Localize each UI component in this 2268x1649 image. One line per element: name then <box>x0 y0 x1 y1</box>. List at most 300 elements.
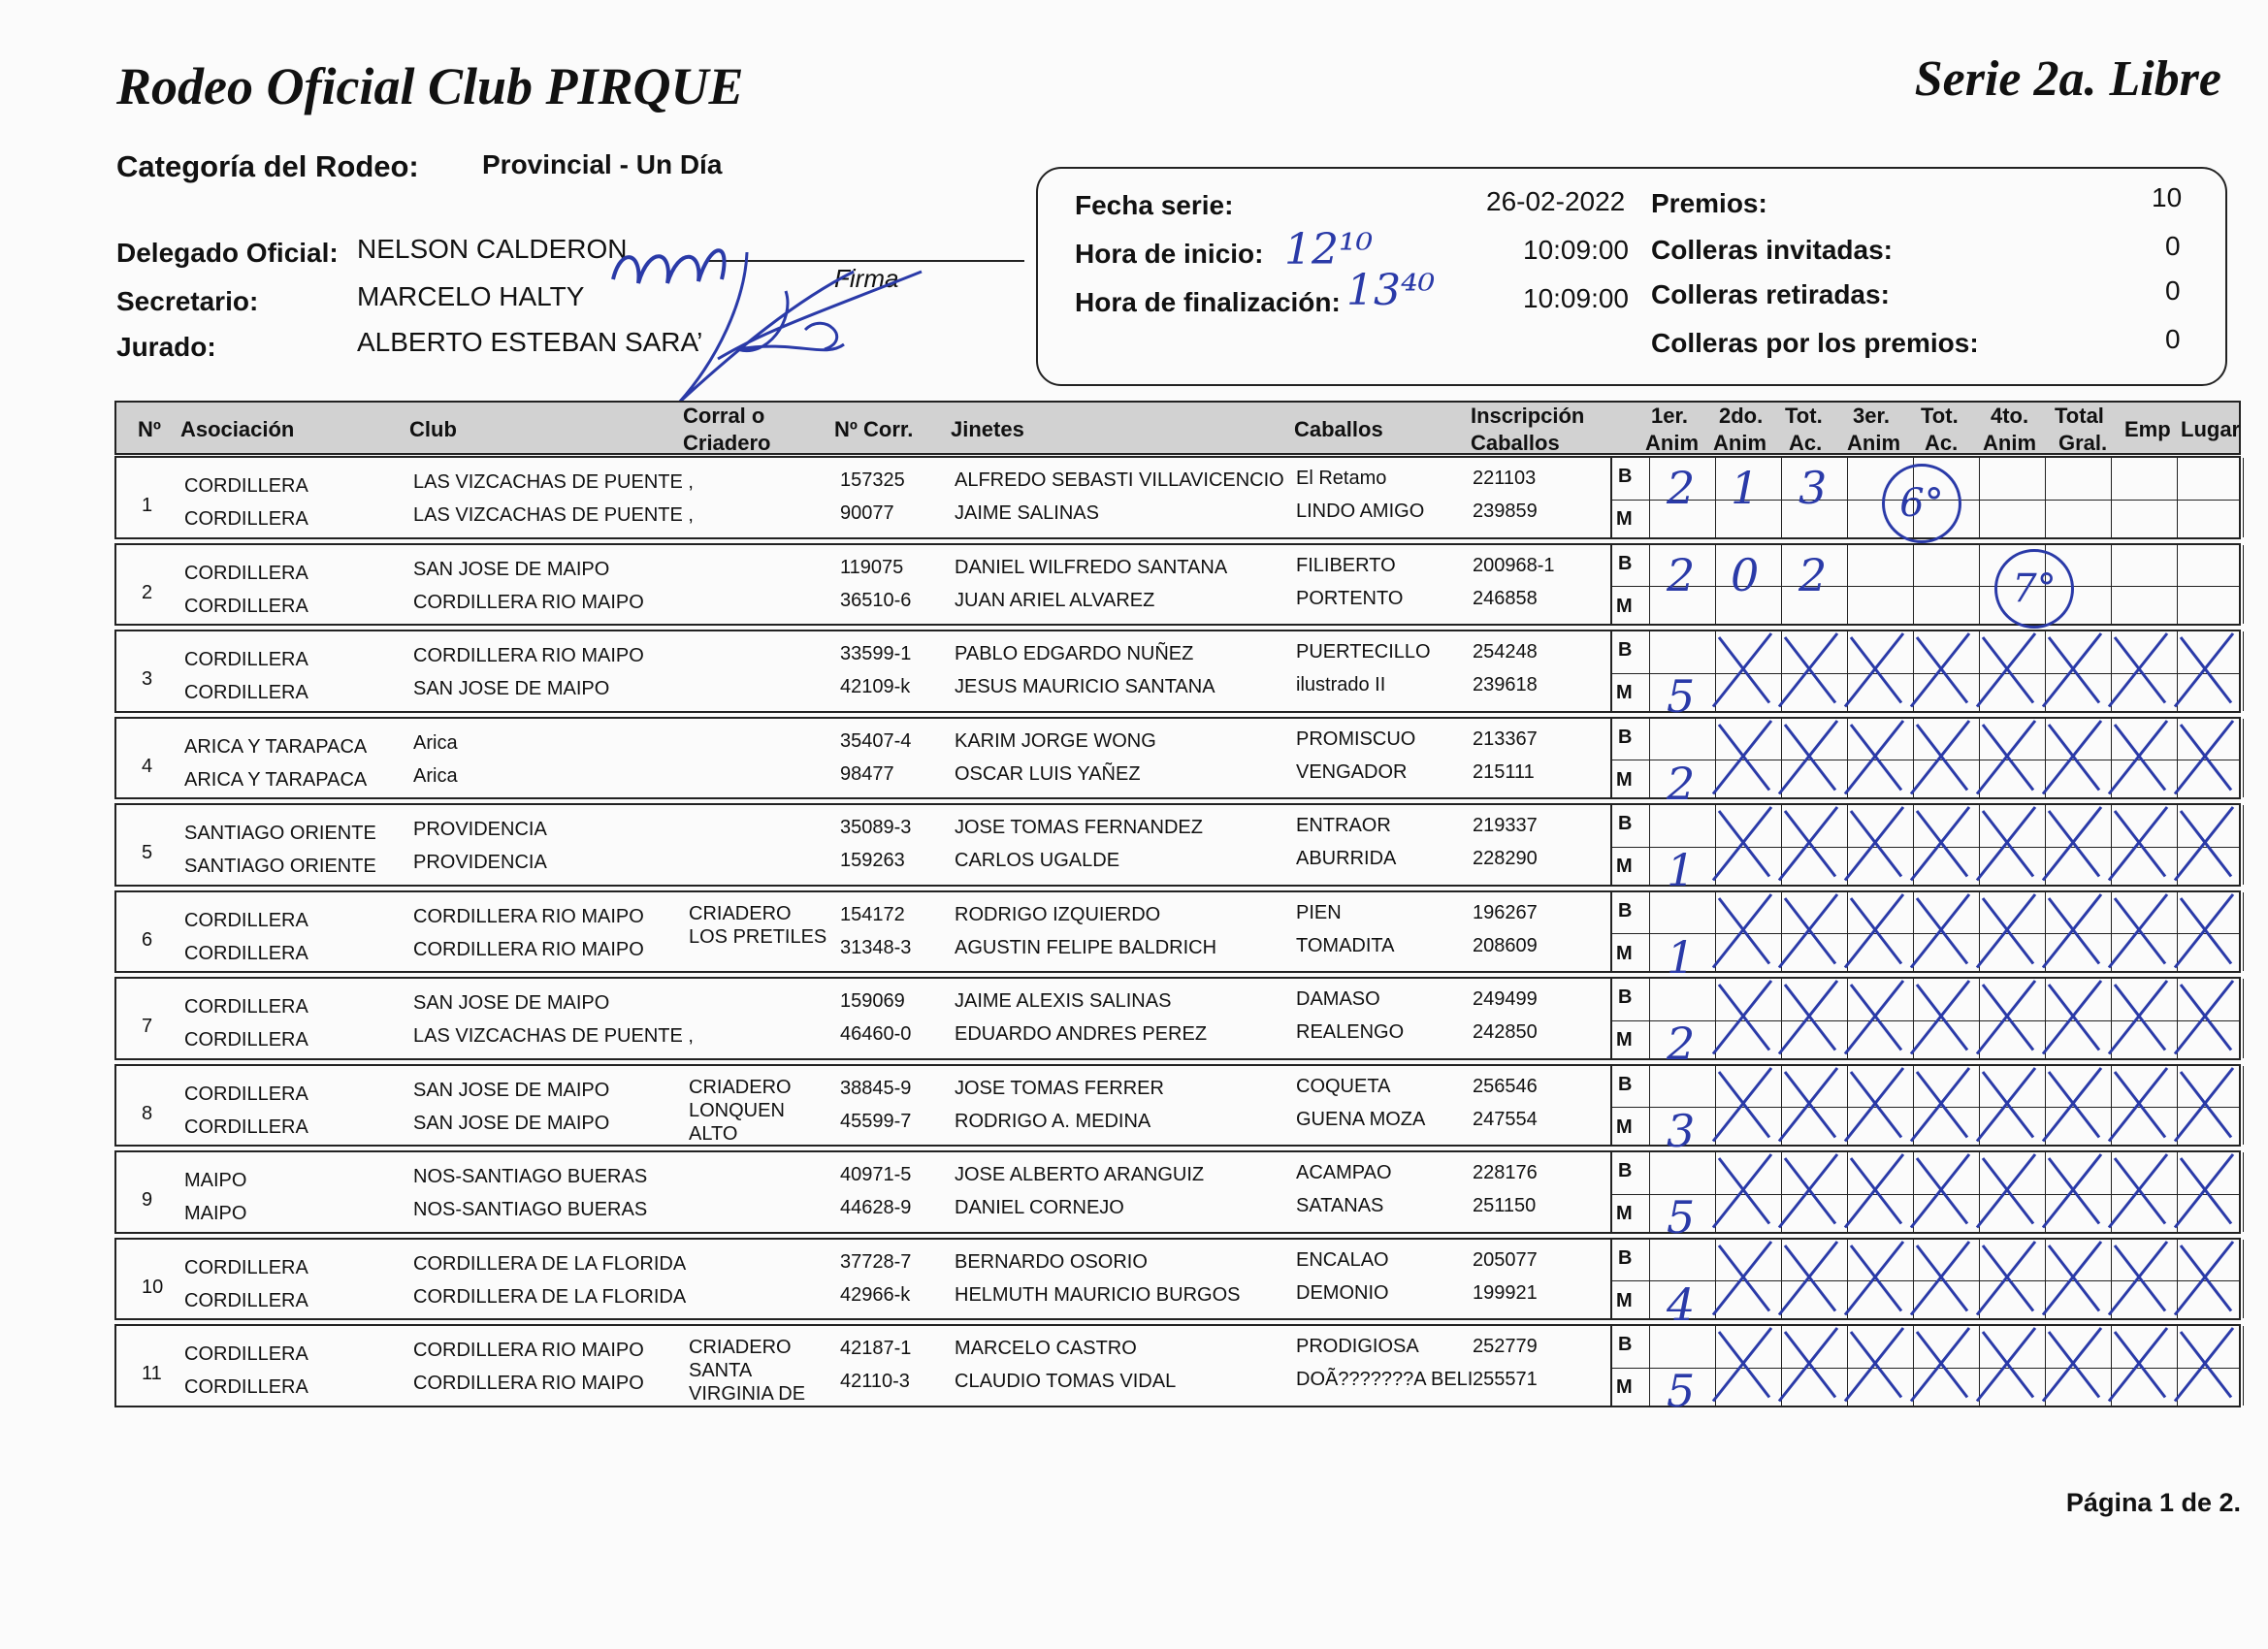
premios-label: Premios: <box>1651 188 1767 218</box>
strike-x <box>1779 633 1837 707</box>
score-midline <box>1610 586 2239 587</box>
strike-x <box>1713 721 1771 794</box>
col-t2-1: Tot. <box>1921 404 1959 428</box>
invitadas-value: 0 <box>2165 231 2181 261</box>
corr-1: 119075 <box>840 556 904 578</box>
score-column-line <box>1610 1326 1612 1406</box>
corr-1: 38845-9 <box>840 1077 912 1099</box>
score-column-line <box>1649 1326 1650 1406</box>
strike-x <box>2175 807 2233 881</box>
asociacion-2: CORDILLERA <box>184 595 308 617</box>
inscripcion-1: 205077 <box>1473 1248 1538 1271</box>
jinete-2: DANIEL CORNEJO <box>955 1197 1124 1218</box>
asociacion-1: MAIPO <box>184 1170 247 1191</box>
strike-marks <box>1707 1320 2268 1407</box>
caballo-1: ACAMPAO <box>1296 1162 1392 1183</box>
asociacion-2: CORDILLERA <box>184 682 308 703</box>
caballo-2: ABURRIDA <box>1296 848 1397 869</box>
table-row <box>114 630 2241 723</box>
score-column-line <box>1715 458 1716 537</box>
score-column-line <box>1847 545 1848 625</box>
categoria-label: Categoría del Rodeo: <box>116 149 419 183</box>
handwritten-score-a1: 2 <box>1667 462 1696 514</box>
strike-marks <box>1707 1060 2268 1148</box>
corr-2: 42109-k <box>840 676 911 697</box>
jinete-2: HELMUTH MAURICIO BURGOS <box>955 1283 1241 1306</box>
club-1: CORDILLERA RIO MAIPO <box>413 1340 644 1361</box>
strike-x <box>1845 721 1903 794</box>
categoria-value: Provincial - Un Día <box>482 149 723 179</box>
jurado-label: Jurado: <box>116 332 216 362</box>
inscripcion-1: 254248 <box>1473 641 1538 663</box>
strike-x <box>2175 1328 2233 1402</box>
jinete-1: JOSE TOMAS FERNANDEZ <box>955 817 1203 838</box>
inscripcion-2: 239618 <box>1473 674 1538 695</box>
col-tg-1: Total <box>2055 404 2104 428</box>
b-marker: B <box>1618 813 1633 834</box>
strike-x <box>2043 894 2101 968</box>
row-number: 7 <box>142 1016 153 1037</box>
strike-x <box>1911 1242 1969 1315</box>
strike-x <box>2043 1242 2101 1315</box>
caballo-1: El Retamo <box>1296 468 1387 489</box>
score-column-line <box>2045 458 2046 537</box>
invitadas-label: Colleras invitadas: <box>1651 235 1893 265</box>
page-number: Página 1 de 2. <box>2065 1488 2241 1517</box>
caballo-1: PROMISCUO <box>1296 728 1416 750</box>
inscripcion-1: 221103 <box>1473 468 1537 489</box>
score-column-line <box>1610 1240 1612 1319</box>
b-marker: B <box>1618 1073 1633 1095</box>
jinete-2: JESUS MAURICIO SANTANA <box>955 676 1215 697</box>
firma-label: Firma <box>834 264 899 293</box>
score-column-line <box>1979 458 1980 537</box>
corral-criadero: CRIADERO LONQUEN ALTO <box>689 1076 792 1145</box>
strike-x <box>1779 721 1837 794</box>
document-title: Rodeo Oficial Club PIRQUE <box>116 57 744 115</box>
asociacion-1: CORDILLERA <box>184 996 308 1018</box>
hora-fin-handwritten: 13⁴⁰ <box>1346 266 1436 315</box>
strike-x <box>1713 1328 1771 1402</box>
score-column-line <box>2177 458 2178 537</box>
m-marker: M <box>1616 856 1633 877</box>
jinete-2: JAIME SALINAS <box>955 502 1099 524</box>
inscripcion-2: 247554 <box>1473 1108 1538 1130</box>
corr-1: 35089-3 <box>840 817 912 838</box>
club-2: Arica <box>413 764 458 787</box>
score-column-line <box>2177 545 2178 625</box>
jinete-2: AGUSTIN FELIPE BALDRICH <box>955 936 1217 958</box>
strike-x <box>1845 981 1903 1054</box>
strike-x <box>1911 1154 1969 1228</box>
strike-marks <box>1707 1147 2268 1234</box>
strike-x <box>2109 1328 2167 1402</box>
strike-x <box>2175 894 2233 968</box>
strike-x <box>1977 721 2035 794</box>
retiradas-label: Colleras retiradas: <box>1651 279 1890 309</box>
strike-x <box>1977 981 2035 1054</box>
inscripcion-2: 208609 <box>1473 934 1538 956</box>
strike-x <box>2175 1068 2233 1142</box>
handwritten-score-t1: 3 <box>1798 462 1828 514</box>
jinete-1: JOSE TOMAS FERRER <box>955 1077 1164 1099</box>
score-column-line <box>1610 545 1612 625</box>
serie-title: Serie 2a. Libre <box>1914 51 2221 107</box>
handwritten-score-a1: 2 <box>1667 757 1696 810</box>
strike-x <box>1779 894 1837 968</box>
secretario-label: Secretario: <box>116 286 259 316</box>
strike-x <box>2175 1154 2233 1228</box>
score-column-line <box>1649 1066 1650 1146</box>
club-2: SAN JOSE DE MAIPO <box>413 678 610 699</box>
m-marker: M <box>1616 595 1633 617</box>
strike-x <box>2109 1068 2167 1142</box>
asociacion-2: CORDILLERA <box>184 1116 308 1138</box>
score-column-line <box>1610 1066 1612 1146</box>
score-column-line <box>1649 545 1650 625</box>
corr-2: 46460-0 <box>840 1023 912 1045</box>
table-row <box>114 717 2241 810</box>
strike-x <box>1713 1242 1771 1315</box>
strike-x <box>2043 807 2101 881</box>
caballo-1: ENTRAOR <box>1296 815 1391 836</box>
caballo-2: GUENA MOZA <box>1296 1108 1426 1130</box>
score-column-line <box>2243 458 2244 537</box>
strike-x <box>1977 894 2035 968</box>
strike-x <box>1845 894 1903 968</box>
asociacion-2: MAIPO <box>184 1203 247 1224</box>
strike-marks <box>1707 887 2268 974</box>
jinete-1: RODRIGO IZQUIERDO <box>955 903 1161 925</box>
porpremios-value: 0 <box>2165 324 2181 354</box>
col-a4-2: Anim <box>1983 431 2036 455</box>
strike-x <box>1779 807 1837 881</box>
asociacion-1: SANTIAGO ORIENTE <box>184 823 376 844</box>
competitors-table <box>114 456 2241 1422</box>
delegado-label: Delegado Oficial: <box>116 238 339 268</box>
score-column-line <box>1781 545 1782 625</box>
corr-1: 33599-1 <box>840 643 912 664</box>
handwritten-score-a2: 1 <box>1731 462 1760 514</box>
col-a2-1: 2do. <box>1719 404 1764 428</box>
score-column-line <box>1715 545 1716 625</box>
col-inscripcion-2: Caballos <box>1471 431 1560 455</box>
strike-x <box>1845 1328 1903 1402</box>
score-column-line <box>1649 979 1650 1058</box>
score-column-line <box>1649 631 1650 711</box>
caballo-2: PORTENTO <box>1296 587 1404 609</box>
strike-x <box>1977 1068 2035 1142</box>
club-1: SAN JOSE DE MAIPO <box>413 558 610 580</box>
b-marker: B <box>1618 1246 1633 1269</box>
strike-x <box>2175 721 2233 794</box>
corr-2: 42966-k <box>840 1283 911 1306</box>
strike-x <box>1911 981 1969 1054</box>
m-marker: M <box>1616 1376 1633 1398</box>
inscripcion-2: 255571 <box>1473 1369 1538 1390</box>
corr-2: 44628-9 <box>840 1197 912 1218</box>
handwritten-score-t1: 2 <box>1798 548 1828 601</box>
corr-2: 98477 <box>840 762 894 785</box>
porpremios-label: Colleras por los premios: <box>1651 328 1979 358</box>
strike-x <box>2109 1154 2167 1228</box>
col-t1-1: Tot. <box>1785 404 1823 428</box>
caballo-1: PRODIGIOSA <box>1296 1336 1419 1357</box>
score-column-line <box>1979 545 1980 625</box>
m-marker: M <box>1616 1116 1633 1138</box>
b-marker: B <box>1618 726 1633 748</box>
col-asociacion: Asociación <box>180 417 295 441</box>
strike-x <box>1779 1328 1837 1402</box>
row-number: 6 <box>142 928 153 951</box>
strike-x <box>2043 1154 2101 1228</box>
col-lugar: Lugar <box>2181 417 2241 441</box>
strike-x <box>1713 981 1771 1054</box>
jinete-2: CARLOS UGALDE <box>955 850 1120 871</box>
strike-x <box>1845 1242 1903 1315</box>
club-2: CORDILLERA RIO MAIPO <box>413 591 644 613</box>
caballo-2: SATANAS <box>1296 1195 1384 1216</box>
corr-1: 40971-5 <box>840 1164 912 1185</box>
corr-2: 42110-3 <box>840 1371 910 1392</box>
caballo-1: COQUETA <box>1296 1075 1391 1097</box>
score-column-line <box>1649 458 1650 537</box>
strike-x <box>1977 633 2035 707</box>
strike-x <box>1713 1154 1771 1228</box>
col-a4-1: 4to. <box>1991 404 2029 428</box>
asociacion-1: CORDILLERA <box>184 909 308 931</box>
score-column-line <box>1610 631 1612 711</box>
club-1: LAS VIZCACHAS DE PUENTE , <box>413 471 694 493</box>
strike-x <box>1779 1154 1837 1228</box>
strike-x <box>2109 807 2167 881</box>
strike-x <box>1911 1328 1969 1402</box>
handwritten-score-a1: 5 <box>1667 1191 1696 1244</box>
info-box <box>1036 167 2227 386</box>
corral-criadero: CRIADERO SANTA VIRGINIA DE <box>689 1337 806 1405</box>
caballo-1: ENCALAO <box>1296 1248 1389 1271</box>
handwritten-place-circle: 6° <box>1882 464 1961 543</box>
m-marker: M <box>1616 1289 1633 1311</box>
club-1: CORDILLERA RIO MAIPO <box>413 905 644 927</box>
fecha-label: Fecha serie: <box>1075 190 1234 220</box>
strike-x <box>2043 721 2101 794</box>
hora-inicio-value: 10:09:00 <box>1523 235 1629 265</box>
strike-x <box>1845 807 1903 881</box>
col-emp: Emp <box>2124 417 2171 441</box>
inscripcion-1: 249499 <box>1473 988 1538 1010</box>
table-row <box>114 890 2241 984</box>
strike-x <box>1911 807 1969 881</box>
col-t1-2: Ac. <box>1789 431 1823 455</box>
inscripcion-1: 256546 <box>1473 1075 1538 1097</box>
strike-marks <box>1707 973 2268 1060</box>
score-column-line <box>1610 805 1612 885</box>
strike-x <box>1713 807 1771 881</box>
col-corral-2: Criadero <box>683 431 771 455</box>
row-number: 3 <box>142 668 153 690</box>
jinete-2: OSCAR LUIS YAÑEZ <box>955 762 1141 785</box>
club-2: CORDILLERA RIO MAIPO <box>413 938 644 960</box>
club-1: NOS-SANTIAGO BUERAS <box>413 1166 648 1187</box>
b-marker: B <box>1618 899 1633 922</box>
caballo-2: LINDO AMIGO <box>1296 501 1425 522</box>
club-1: Arica <box>413 731 458 754</box>
table-row <box>114 1238 2241 1331</box>
score-column-line <box>1649 719 1650 798</box>
col-tg-2: Gral. <box>2058 431 2108 455</box>
asociacion-2: CORDILLERA <box>184 942 308 964</box>
col-a1-2: Anim <box>1645 431 1699 455</box>
handwritten-place-circle: 7° <box>1994 549 2074 629</box>
club-2: CORDILLERA DE LA FLORIDA <box>413 1285 687 1308</box>
row-number: 8 <box>142 1102 153 1124</box>
row-number: 1 <box>142 495 153 516</box>
score-column-line <box>1913 545 1914 625</box>
score-column-line <box>1610 1152 1612 1232</box>
club-2: NOS-SANTIAGO BUERAS <box>413 1199 648 1220</box>
corr-1: 42187-1 <box>840 1338 912 1359</box>
corr-1: 157325 <box>840 469 905 491</box>
inscripcion-2: 251150 <box>1473 1195 1537 1216</box>
club-2: LAS VIZCACHAS DE PUENTE , <box>413 1025 694 1047</box>
handwritten-score-a1: 2 <box>1667 548 1696 601</box>
strike-x <box>2175 1242 2233 1315</box>
asociacion-1: CORDILLERA <box>184 1083 308 1105</box>
strike-marks <box>1707 799 2268 887</box>
asociacion-1: CORDILLERA <box>184 562 308 584</box>
caballo-1: DAMASO <box>1296 988 1380 1010</box>
col-corral-1: Corral o <box>683 404 765 428</box>
jinete-2: RODRIGO A. MEDINA <box>955 1110 1151 1132</box>
handwritten-score-a1: 5 <box>1667 1365 1696 1417</box>
row-number: 5 <box>142 842 153 863</box>
asociacion-1: CORDILLERA <box>184 475 308 497</box>
score-column-line <box>1649 892 1650 972</box>
row-number: 10 <box>142 1276 164 1298</box>
corr-2: 31348-3 <box>840 936 912 958</box>
club-1: SAN JOSE DE MAIPO <box>413 992 610 1014</box>
handwritten-score-a1: 1 <box>1667 930 1696 984</box>
strike-marks <box>1707 713 2268 800</box>
handwritten-score-a1: 4 <box>1667 1277 1696 1331</box>
corr-2: 45599-7 <box>840 1110 912 1132</box>
strike-x <box>1911 1068 1969 1142</box>
strike-x <box>1911 633 1969 707</box>
jinete-1: JAIME ALEXIS SALINAS <box>955 990 1172 1012</box>
table-row <box>114 1064 2241 1157</box>
inscripcion-2: 199921 <box>1473 1281 1538 1304</box>
jinete-1: MARCELO CASTRO <box>955 1338 1137 1359</box>
strike-x <box>2109 981 2167 1054</box>
strike-x <box>1911 894 1969 968</box>
jinete-1: KARIM JORGE WONG <box>955 729 1156 752</box>
strike-x <box>1977 1328 2035 1402</box>
m-marker: M <box>1616 508 1633 530</box>
hora-inicio-handwritten: 12¹⁰ <box>1284 225 1374 275</box>
jinete-2: JUAN ARIEL ALVAREZ <box>955 589 1155 611</box>
strike-x <box>1977 807 2035 881</box>
corr-1: 35407-4 <box>840 729 912 752</box>
m-marker: M <box>1616 1203 1633 1224</box>
caballo-2: DEMONIO <box>1296 1281 1389 1304</box>
retiradas-value: 0 <box>2165 275 2181 306</box>
handwritten-score-a1: 3 <box>1667 1104 1696 1157</box>
col-jinetes: Jinetes <box>951 417 1024 441</box>
jinete-1: DANIEL WILFREDO SANTANA <box>955 556 1228 578</box>
table-row <box>114 803 2241 896</box>
jinete-2: CLAUDIO TOMAS VIDAL <box>955 1371 1177 1392</box>
club-1: CORDILLERA DE LA FLORIDA <box>413 1252 687 1275</box>
table-row <box>114 1324 2241 1417</box>
col-inscripcion-1: Inscripción <box>1471 404 1585 428</box>
club-2: LAS VIZCACHAS DE PUENTE , <box>413 504 694 526</box>
jinete-1: PABLO EDGARDO NUÑEZ <box>955 643 1194 664</box>
inscripcion-1: 200968-1 <box>1473 554 1555 576</box>
score-column-line <box>1781 458 1782 537</box>
col-club: Club <box>409 417 457 441</box>
strike-x <box>1713 894 1771 968</box>
m-marker: M <box>1616 682 1633 703</box>
b-marker: B <box>1618 552 1633 574</box>
col-a3-1: 3er. <box>1853 404 1890 428</box>
inscripcion-1: 213367 <box>1473 728 1538 750</box>
club-2: PROVIDENCIA <box>413 852 547 873</box>
signature-scribbles <box>601 233 989 417</box>
strike-x <box>1977 1154 2035 1228</box>
col-num: Nº <box>138 417 161 441</box>
strike-x <box>2175 981 2233 1054</box>
strike-x <box>1713 633 1771 707</box>
caballo-1: PUERTECILLO <box>1296 641 1431 663</box>
fecha-value: 26-02-2022 <box>1486 186 1626 216</box>
strike-x <box>2043 1068 2101 1142</box>
table-row <box>114 977 2241 1070</box>
handwritten-score-a1: 1 <box>1667 844 1696 896</box>
inscripcion-2: 246858 <box>1473 587 1538 609</box>
jurado-value: ALBERTO ESTEBAN SARA’ <box>357 327 703 357</box>
score-column-line <box>1649 1152 1650 1232</box>
col-ncorr: Nº Corr. <box>834 417 914 441</box>
strike-x <box>1845 633 1903 707</box>
asociacion-2: CORDILLERA <box>184 1289 308 1311</box>
hora-fin-label: Hora de finalización: <box>1075 287 1341 317</box>
premios-value: 10 <box>2152 182 2183 212</box>
row-number: 11 <box>142 1363 162 1384</box>
strike-x <box>2043 1328 2101 1402</box>
strike-x <box>1779 1068 1837 1142</box>
corr-2: 36510-6 <box>840 589 912 611</box>
strike-x <box>1713 1068 1771 1142</box>
inscripcion-1: 228176 <box>1473 1162 1538 1183</box>
strike-x <box>2109 894 2167 968</box>
asociacion-2: CORDILLERA <box>184 1029 308 1051</box>
b-marker: B <box>1618 1334 1633 1355</box>
corr-2: 159263 <box>840 850 905 871</box>
caballo-2: VENGADOR <box>1296 760 1408 783</box>
inscripcion-2: 215111 <box>1473 760 1535 783</box>
m-marker: M <box>1616 768 1633 791</box>
table-row <box>114 456 2241 539</box>
jinete-1: ALFREDO SEBASTI VILLAVICENCIO <box>955 469 1284 491</box>
asociacion-2: ARICA Y TARAPACA <box>184 768 368 791</box>
asociacion-1: CORDILLERA <box>184 1343 308 1365</box>
asociacion-2: SANTIAGO ORIENTE <box>184 856 376 877</box>
col-caballos: Caballos <box>1294 417 1383 441</box>
b-marker: B <box>1618 639 1633 661</box>
handwritten-score-a2: 0 <box>1731 548 1760 601</box>
strike-x <box>1845 1068 1903 1142</box>
